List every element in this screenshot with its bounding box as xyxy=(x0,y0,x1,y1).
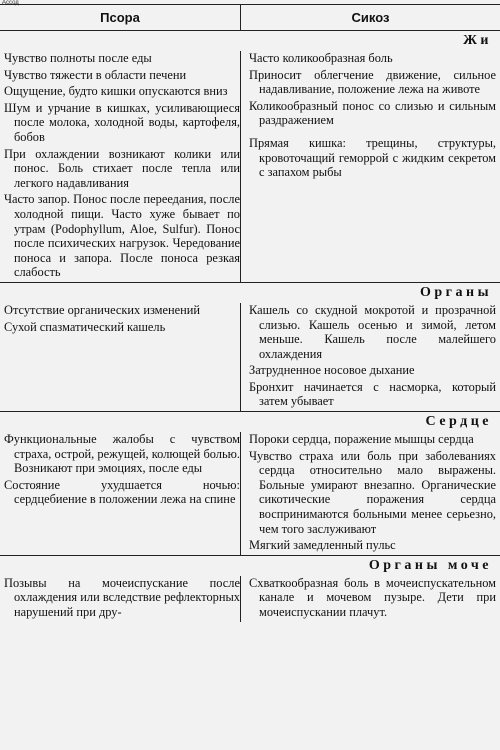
sycosis-column xyxy=(241,432,500,555)
psora-column xyxy=(0,51,241,282)
section-heart xyxy=(0,412,500,556)
list-item: Схваткообразная боль в мочеиспускательном канале и мочевом пузыре. Дети при мочеиспускании плачут. xyxy=(249,575,496,619)
list-item: Часто запор. Понос после переедания, после холодной пищи. Часто хуже бывает по утрам (Podophyllum, Aloe, Sulfur). Понос после психических нагрузок. Чередование поноса и запора. После поноса резкая слабость xyxy=(4,192,240,280)
list-item: Чувство тяжести в области печени xyxy=(4,67,187,82)
list-item: Чувство страха или боль при заболеваниях сердца относительно мало выражены. Больные умирают внезапно. Органические сикотические поражения сердца воспринимаются больными менее серьезно, чем того заслуживают xyxy=(249,448,496,536)
sycosis-column xyxy=(241,303,500,411)
psora-column xyxy=(0,432,241,555)
header-sycosis: Сикоз xyxy=(351,10,390,25)
list-item: Чувство полноты после еды xyxy=(4,51,152,65)
list-item: Функциональные жалобы с чувством страха, острой, режущей, колющей болью. Возникают при эмоциях, после еды xyxy=(4,432,240,476)
header-psora: Псора xyxy=(0,5,241,30)
list-item: Затрудненное носовое дыхание xyxy=(249,363,415,378)
list-item: Приносит облегчение движение, сильное надавливание, положение лежа на животе xyxy=(249,67,496,97)
section-title: Органы моче xyxy=(368,557,492,573)
section-title: Органы xyxy=(419,284,492,300)
list-item: Коликообразный понос со слизью и сильным раздражением xyxy=(249,98,496,128)
comparison-table xyxy=(0,4,500,622)
table-header xyxy=(0,5,500,31)
sycosis-column xyxy=(241,51,500,282)
list-item: Кашель со скудной мокротой и прозрачной слизью. Кашель осенью и зимой, летом меньше. Кашель после малейшего охлаждения xyxy=(249,302,496,361)
sycosis-column xyxy=(241,576,500,622)
section-urinary xyxy=(0,556,500,622)
list-item: Прямая кишка: трещины, структуры, кровоточащий геморрой с жидким секретом с запахом рыбы xyxy=(249,135,496,180)
section-title: Жи xyxy=(463,33,492,48)
psora-column xyxy=(0,303,241,411)
list-item: Отсутствие органических изменений xyxy=(4,302,201,317)
list-item: Состояние ухудшается ночью: сердцебиение в положении лежа на спине xyxy=(4,477,240,507)
list-item: Часто коликообразная боль xyxy=(249,51,393,65)
list-item: При охлаждении возникают колики или понос. Боль стихает после тепла или легкого надавливания xyxy=(4,146,240,190)
list-item: Бронхит начинается с насморка, который затем убывает xyxy=(249,379,496,409)
corner-mark: Ассод xyxy=(2,0,19,6)
list-item: Пороки сердца, поражение мышцы сердца xyxy=(249,432,474,447)
list-item: Шум и урчание в кишках, усиливающиеся после молока, холодной воды, картофеля, бобов xyxy=(4,100,240,144)
section-title: Сердце xyxy=(425,414,492,430)
list-item: Сухой спазматический кашель xyxy=(4,319,166,334)
list-item: Мягкий замедленный пульс xyxy=(249,538,396,553)
section-digestion xyxy=(0,31,500,283)
list-item: Ощущение, будто кишки опускаются вниз xyxy=(4,84,228,99)
list-item: Позывы на мочеиспускание после охлаждения или вследствие рефлекторных нарушений при дру- xyxy=(4,575,240,619)
psora-column xyxy=(0,576,241,622)
section-respiratory xyxy=(0,283,500,412)
